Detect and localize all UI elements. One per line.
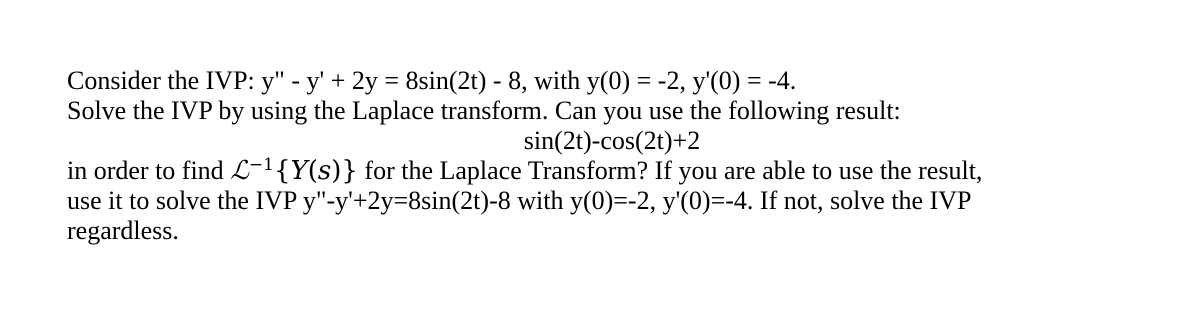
problem-line-6: regardless. [67, 216, 179, 245]
open-brace: { [273, 156, 291, 186]
line-4-prefix: in order to find [67, 156, 231, 185]
function-y: Y [290, 156, 308, 186]
close-paren: ) [331, 156, 342, 186]
problem-text [67, 66, 1177, 246]
laplace-operator: ℒ [230, 156, 249, 186]
open-paren: ( [307, 156, 318, 186]
problem-line-4 [67, 156, 1177, 186]
inverse-laplace-expression [230, 156, 358, 186]
inverse-exponent: −1 [248, 155, 274, 175]
given-result-expression: sin(2t)-cos(2t)+2 [523, 126, 701, 155]
close-brace: } [341, 156, 358, 186]
problem-line-5: use it to solve the IVP y"-y'+2y=8sin(2t)-8 with y(0)=-2, y'(0)=-4. If not, solve the IVP [67, 186, 972, 215]
problem-line-1: Consider the IVP: y" - y' + 2y = 8sin(2t) - 8, with y(0) = -2, y'(0) = -4. [67, 66, 797, 95]
problem-line-2: Solve the IVP by using the Laplace transform. Can you use the following result: [67, 96, 901, 125]
line-4-suffix: for the Laplace Transform? If you are able to use the result, [357, 156, 983, 185]
variable-s: s [317, 156, 332, 186]
